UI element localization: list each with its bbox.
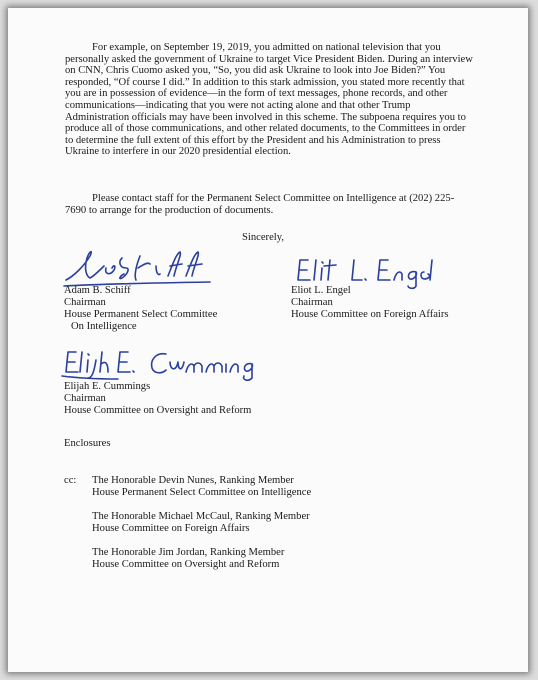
closing: Sincerely, xyxy=(242,232,284,243)
letter-page xyxy=(8,8,528,672)
paragraph-ukraine-evidence: For example, on September 19, 2019, you admitted on national television that you personally asked the government of Ukraine to target Vice President Biden. During an interview on CNN, Chris Cuomo asked you, “So, you did ask Ukraine to look into Joe Biden?” You responded, “Of course I did.” In addition to this stark admission, you stated more recently that you are in possession of evidence—in the form of text messages, phone records, and other communications—indicating that you were not acting alone and that other Trump Administration officials may have been involved in this scheme. The subpoena requires you to produce all of those communications, and other related documents, to the Committees in order to determine the full extent of this effort by the President and his Administration to press Ukraine to interfere in our 2020 presidential election. xyxy=(65,42,473,158)
engel-committee: House Committee on Foreign Affairs xyxy=(291,309,449,320)
letter-body xyxy=(8,8,528,672)
schiff-signature xyxy=(60,246,220,290)
engel-title: Chairman xyxy=(291,297,333,308)
engel-name: Eliot L. Engel xyxy=(291,285,351,296)
cc-recipient-name: The Honorable Michael McCaul, Ranking Member xyxy=(92,511,310,522)
cummings-committee: House Committee on Oversight and Reform xyxy=(64,405,252,416)
cc-recipient-committee: House Permanent Select Committee on Intelligence xyxy=(92,487,312,498)
schiff-title: Chairman xyxy=(64,297,106,308)
cc-recipient-committee: House Committee on Foreign Affairs xyxy=(92,523,250,534)
enclosures-label: Enclosures xyxy=(64,438,111,449)
cummings-name: Elijah E. Cummings xyxy=(64,381,151,392)
cc-recipient-name: The Honorable Devin Nunes, Ranking Member xyxy=(92,475,294,486)
cummings-signature xyxy=(58,346,258,384)
schiff-name: Adam B. Schiff xyxy=(64,285,131,296)
cc-recipient-committee: House Committee on Oversight and Reform xyxy=(92,559,280,570)
cummings-title: Chairman xyxy=(64,393,106,404)
schiff-committee-line1: House Permanent Select Committee xyxy=(64,309,218,320)
paragraph-contact-staff: Please contact staff for the Permanent Select Committee on Intelligence at (202) 225-7690 to arrange for the production of documents. xyxy=(65,193,455,216)
schiff-committee-line2: On Intelligence xyxy=(71,321,137,332)
cc-recipient-name: The Honorable Jim Jordan, Ranking Member xyxy=(92,547,285,558)
cc-label: cc: xyxy=(64,475,77,486)
